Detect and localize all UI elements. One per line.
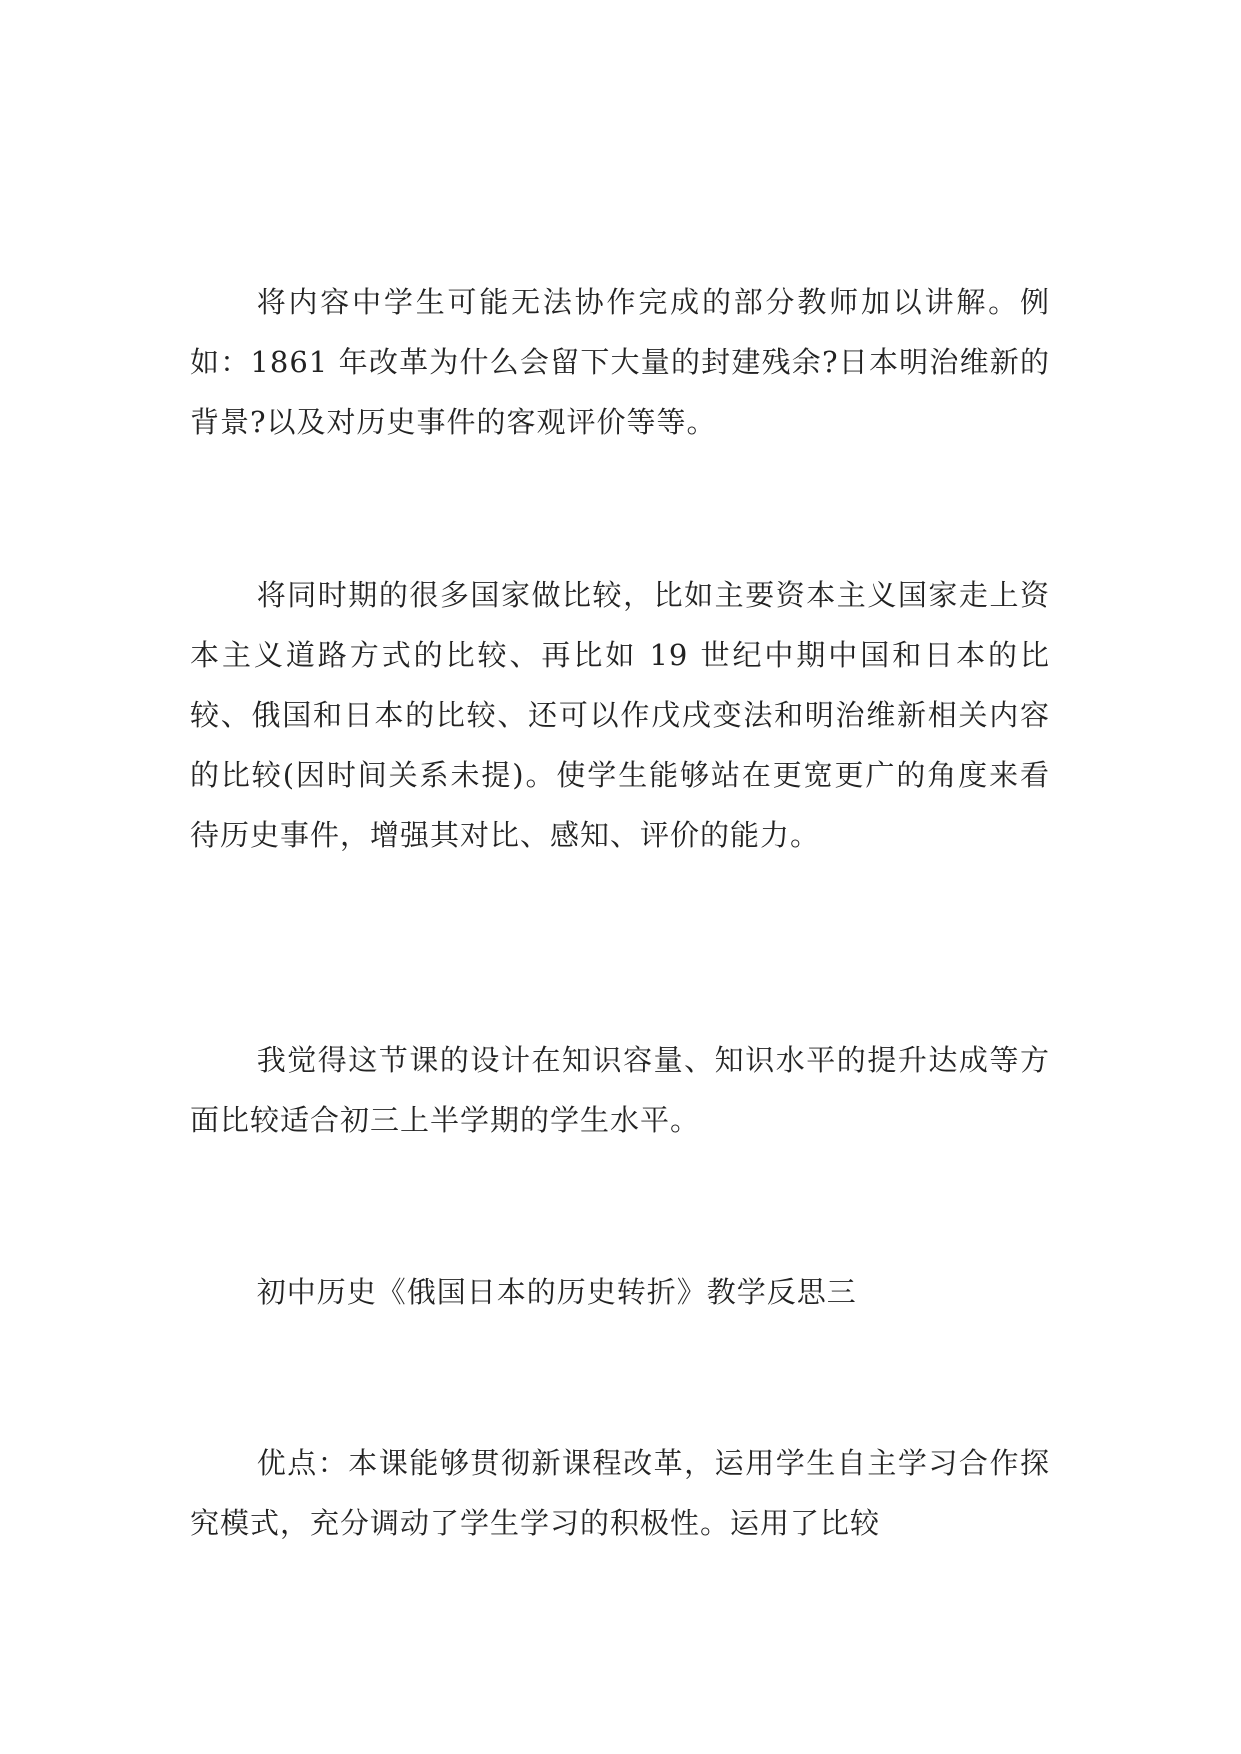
paragraph-lesson-suitability: 我觉得这节课的设计在知识容量、知识水平的提升达成等方面比较适合初三上半学期的学生水平。 bbox=[190, 1043, 1050, 1137]
paragraph-advantages: 优点：本课能够贯彻新课程改革，运用学生自主学习合作探究模式，充分调动了学生学习的积极性。运用了比较 bbox=[190, 1446, 1050, 1540]
section-title: 初中历史《俄国日本的历史转折》教学反思三 bbox=[256, 1275, 857, 1309]
paragraph-teacher-explanation: 将内容中学生可能无法协作完成的部分教师加以讲解。例如：1861 年改革为什么会留下大量的封建残余?日本明治维新的背景?以及对历史事件的客观评价等等。 bbox=[190, 285, 1050, 439]
paragraph-country-comparison: 将同时期的很多国家做比较，比如主要资本主义国家走上资本主义道路方式的比较、再比如 19 世纪中期中国和日本的比较、俄国和日本的比较、还可以作戊戌变法和明治维新相关内容的比较(因时间关系未提)。使学生能够站在更宽更广的角度来看待历史事件，增强其对比、感知、评价的能力。 bbox=[190, 578, 1050, 852]
